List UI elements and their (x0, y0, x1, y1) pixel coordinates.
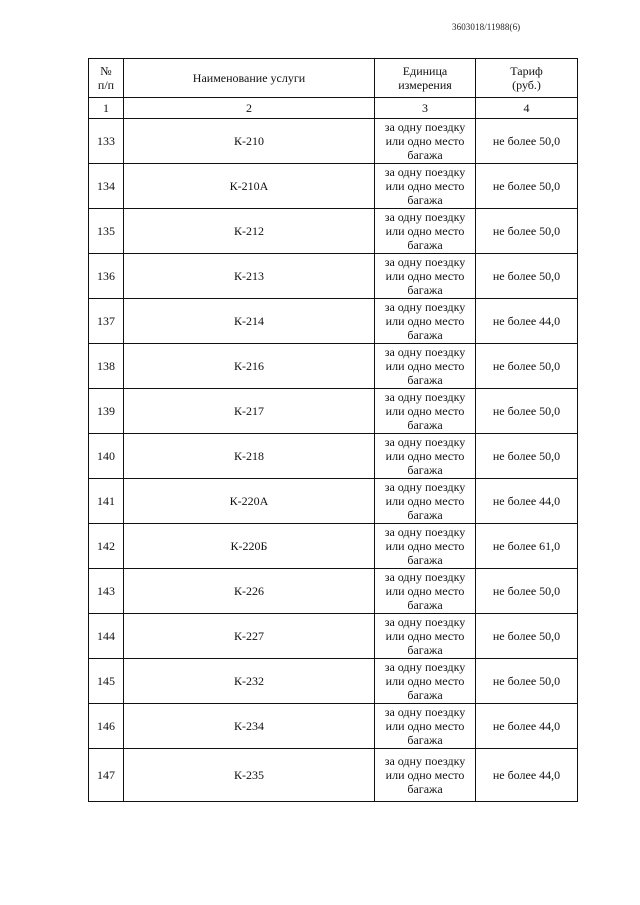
unit-line: багажа (407, 553, 443, 567)
service-name: К-227 (124, 614, 375, 659)
row-number: 137 (89, 299, 124, 344)
row-number: 145 (89, 659, 124, 704)
header-number-line1: № (100, 64, 112, 78)
column-index-row (89, 98, 578, 119)
unit-line: багажа (407, 148, 443, 162)
unit-line: багажа (407, 463, 443, 477)
tariff-value: не более 50,0 (476, 614, 578, 659)
tariff-value: не более 50,0 (476, 434, 578, 479)
service-name: К-232 (124, 659, 375, 704)
unit-line: багажа (407, 193, 443, 207)
service-name: К-210А (124, 164, 375, 209)
unit-line: багажа (407, 418, 443, 432)
header-unit-line1: Единица (402, 64, 448, 78)
service-name: К-220Б (124, 524, 375, 569)
row-number: 140 (89, 434, 124, 479)
service-name: К-213 (124, 254, 375, 299)
header-service-name: Наименование услуги (124, 59, 375, 98)
table-body (89, 119, 578, 802)
unit-of-measure (375, 479, 476, 524)
table-row (89, 209, 578, 254)
unit-line: за одну поездку (384, 480, 466, 494)
unit-line: или одно место (385, 179, 465, 193)
table-row (89, 389, 578, 434)
unit-line: за одну поездку (384, 570, 466, 584)
unit-line: за одну поездку (384, 660, 466, 674)
table-row (89, 479, 578, 524)
unit-line: за одну поездку (384, 615, 466, 629)
row-number: 138 (89, 344, 124, 389)
unit-of-measure (375, 164, 476, 209)
unit-of-measure (375, 659, 476, 704)
table-row (89, 299, 578, 344)
table-row (89, 344, 578, 389)
table-row (89, 434, 578, 479)
service-name: К-212 (124, 209, 375, 254)
service-name: К-216 (124, 344, 375, 389)
unit-of-measure (375, 209, 476, 254)
unit-of-measure (375, 344, 476, 389)
unit-line: или одно место (385, 359, 465, 373)
tariff-value: не более 50,0 (476, 119, 578, 164)
header-unit (375, 59, 476, 98)
tariff-value: не более 50,0 (476, 344, 578, 389)
unit-line: или одно место (385, 629, 465, 643)
tariff-value: не более 50,0 (476, 254, 578, 299)
row-number: 147 (89, 749, 124, 802)
unit-line: багажа (407, 328, 443, 342)
unit-of-measure (375, 119, 476, 164)
header-row (89, 59, 578, 98)
row-number: 135 (89, 209, 124, 254)
unit-line: или одно место (385, 224, 465, 238)
unit-line: или одно место (385, 494, 465, 508)
service-name: К-217 (124, 389, 375, 434)
unit-line: или одно место (385, 768, 465, 782)
unit-line: или одно место (385, 269, 465, 283)
unit-of-measure (375, 704, 476, 749)
unit-of-measure (375, 254, 476, 299)
row-number: 136 (89, 254, 124, 299)
unit-line: багажа (407, 283, 443, 297)
unit-line: за одну поездку (384, 165, 466, 179)
unit-line: багажа (407, 782, 443, 796)
table-row (89, 659, 578, 704)
unit-of-measure (375, 389, 476, 434)
row-number: 139 (89, 389, 124, 434)
unit-line: за одну поездку (384, 120, 466, 134)
unit-line: за одну поездку (384, 300, 466, 314)
header-unit-line2: измерения (398, 78, 452, 92)
header-tariff-line1: Тариф (510, 64, 543, 78)
table-row (89, 569, 578, 614)
unit-line: или одно место (385, 539, 465, 553)
row-number: 142 (89, 524, 124, 569)
service-name: К-218 (124, 434, 375, 479)
table-row (89, 614, 578, 659)
unit-line: или одно место (385, 674, 465, 688)
unit-line: за одну поездку (384, 390, 466, 404)
unit-line: за одну поездку (384, 435, 466, 449)
table-row (89, 749, 578, 802)
service-name: К-220А (124, 479, 375, 524)
row-number: 134 (89, 164, 124, 209)
table-row (89, 119, 578, 164)
tariff-value: не более 50,0 (476, 659, 578, 704)
unit-line: за одну поездку (384, 754, 466, 768)
column-index: 3 (375, 98, 476, 119)
unit-line: за одну поездку (384, 210, 466, 224)
unit-line: багажа (407, 643, 443, 657)
row-number: 144 (89, 614, 124, 659)
unit-line: или одно место (385, 449, 465, 463)
column-index: 4 (476, 98, 578, 119)
unit-of-measure (375, 434, 476, 479)
table-row (89, 524, 578, 569)
unit-of-measure (375, 569, 476, 614)
document-number: 3603018/11988(6) (452, 22, 521, 32)
unit-of-measure (375, 299, 476, 344)
unit-line: багажа (407, 508, 443, 522)
tariff-value: не более 44,0 (476, 479, 578, 524)
header-tariff (476, 59, 578, 98)
unit-line: или одно место (385, 584, 465, 598)
tariff-value: не более 44,0 (476, 299, 578, 344)
unit-line: багажа (407, 373, 443, 387)
unit-line: за одну поездку (384, 255, 466, 269)
unit-line: багажа (407, 733, 443, 747)
table-row (89, 254, 578, 299)
unit-line: или одно место (385, 134, 465, 148)
row-number: 141 (89, 479, 124, 524)
tariff-value: не более 50,0 (476, 209, 578, 254)
row-number: 143 (89, 569, 124, 614)
unit-line: или одно место (385, 719, 465, 733)
service-name: К-210 (124, 119, 375, 164)
unit-line: или одно место (385, 404, 465, 418)
tariff-table (88, 58, 578, 802)
unit-line: багажа (407, 238, 443, 252)
row-number: 133 (89, 119, 124, 164)
tariff-value: не более 44,0 (476, 749, 578, 802)
unit-of-measure (375, 749, 476, 802)
unit-line: багажа (407, 598, 443, 612)
table-row (89, 704, 578, 749)
service-name: К-235 (124, 749, 375, 802)
unit-line: за одну поездку (384, 345, 466, 359)
unit-of-measure (375, 614, 476, 659)
tariff-value: не более 50,0 (476, 164, 578, 209)
unit-of-measure (375, 524, 476, 569)
service-name: К-234 (124, 704, 375, 749)
column-index: 1 (89, 98, 124, 119)
tariff-value: не более 44,0 (476, 704, 578, 749)
header-number-line2: п/п (97, 78, 115, 92)
unit-line: за одну поездку (384, 705, 466, 719)
unit-line: багажа (407, 688, 443, 702)
row-number: 146 (89, 704, 124, 749)
table-row (89, 164, 578, 209)
tariff-value: не более 50,0 (476, 569, 578, 614)
unit-line: за одну поездку (384, 525, 466, 539)
unit-line: или одно место (385, 314, 465, 328)
tariff-value: не более 61,0 (476, 524, 578, 569)
column-index: 2 (124, 98, 375, 119)
header-tariff-line2: (руб.) (512, 78, 541, 92)
service-name: К-214 (124, 299, 375, 344)
service-name: К-226 (124, 569, 375, 614)
header-number (89, 59, 124, 98)
tariff-value: не более 50,0 (476, 389, 578, 434)
